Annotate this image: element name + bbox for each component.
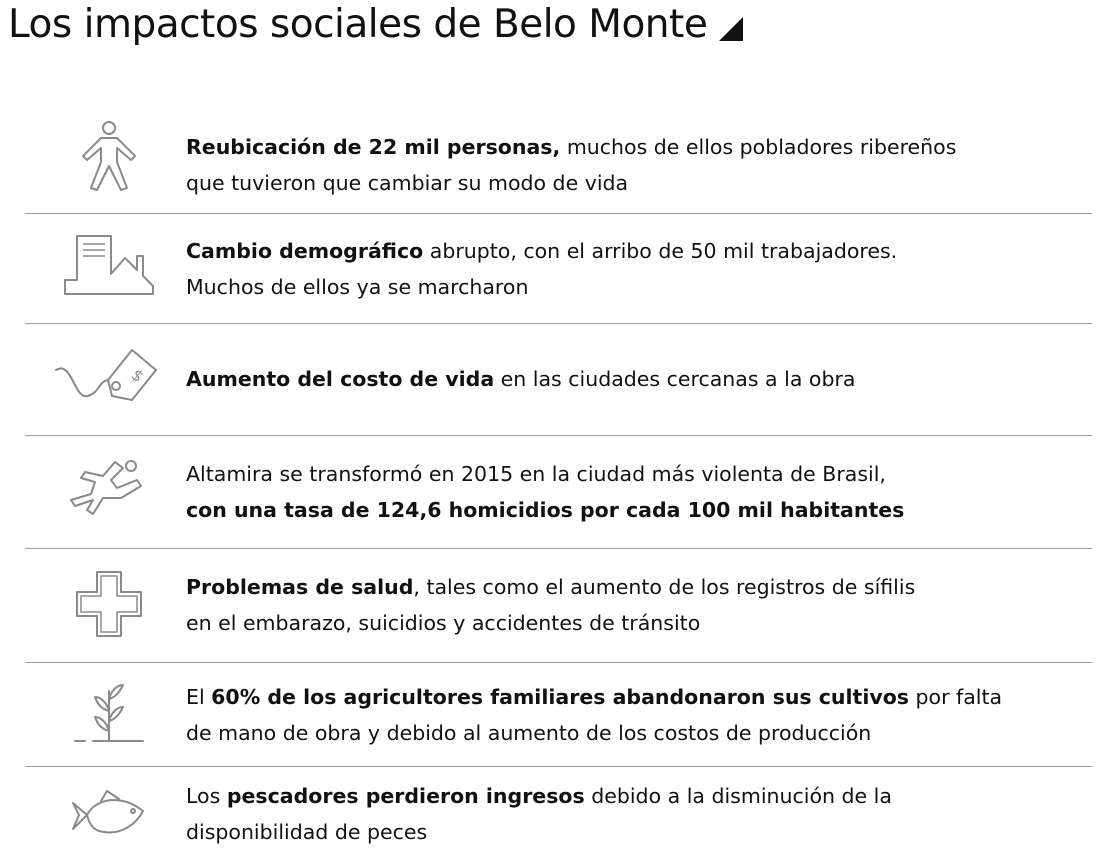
impact-text-7 [186, 778, 1032, 850]
buildings-icon [49, 232, 169, 298]
impact-text-line [186, 361, 1032, 397]
impact-text-line [186, 456, 1032, 492]
impact-row [25, 102, 1092, 214]
person-walking-icon [49, 120, 169, 192]
text-segment: abrupto, con el arribo de 50 mil trabajadores. [423, 239, 898, 263]
page-title-text: Los impactos sociales de Belo Monte [8, 1, 708, 47]
text-segment: Muchos de ellos ya se marcharon [186, 275, 529, 299]
impact-text-line [186, 165, 1032, 201]
text-segment: en las ciudades cercanas a la obra [494, 367, 856, 391]
impact-row [25, 214, 1092, 324]
text-segment: debido a la disminución de la [584, 784, 892, 808]
text-segment: de mano de obra y debido al aumento de los costos de producción [186, 721, 872, 745]
impact-row [25, 324, 1092, 436]
page-title [8, 0, 743, 48]
text-segment: en el embarazo, suicidios y accidentes de tránsito [186, 611, 701, 635]
impact-text-line [186, 778, 1032, 814]
text-segment: disponibilidad de peces [186, 820, 428, 844]
impact-text-6 [186, 679, 1032, 751]
fish-icon [49, 785, 169, 845]
impact-row [25, 436, 1092, 549]
impact-text-5 [186, 569, 1032, 641]
impact-text-line [186, 269, 1032, 305]
health-cross-icon [49, 568, 169, 640]
text-segment: El [186, 685, 212, 709]
impact-text-line [186, 679, 1032, 715]
plant-icon [49, 681, 169, 747]
impact-text-line [186, 492, 1032, 528]
impact-row [25, 767, 1092, 865]
triangle-marker-icon [719, 17, 743, 41]
bold-text-segment: Cambio demográfico [186, 239, 424, 263]
body-outline-icon [49, 458, 169, 524]
impact-text-line [186, 233, 1032, 269]
impact-text-3 [186, 361, 1032, 397]
bold-text-segment: Reubicación de 22 mil personas, [186, 135, 561, 159]
impact-text-line [186, 605, 1032, 641]
bold-text-segment: pescadores perdieron ingresos [226, 784, 585, 808]
impact-row [25, 549, 1092, 663]
bold-text-segment: Problemas de salud [186, 575, 414, 599]
text-segment: que tuvieron que cambiar su modo de vida [186, 171, 629, 195]
price-tag-icon [49, 342, 169, 414]
impact-text-line [186, 814, 1032, 850]
impacts-list [25, 102, 1092, 865]
impact-text-line [186, 715, 1032, 751]
text-segment: , tales como el aumento de los registros de sífilis [413, 575, 916, 599]
impact-text-2 [186, 233, 1032, 305]
text-segment: Altamira se transformó en 2015 en la ciudad más violenta de Brasil, [186, 462, 886, 486]
impact-text-line [186, 129, 1032, 165]
impact-text-1 [186, 129, 1032, 201]
impact-text-4 [186, 456, 1032, 528]
bold-text-segment: Aumento del costo de vida [186, 367, 495, 391]
impact-row [25, 663, 1092, 767]
impact-text-line [186, 569, 1032, 605]
text-segment: Los [186, 784, 227, 808]
bold-text-segment: con una tasa de 124,6 homicidios por cada 100 mil habitantes [186, 498, 905, 522]
svg-text:$: $ [127, 365, 148, 387]
text-segment: muchos de ellos pobladores ribereños [560, 135, 957, 159]
bold-text-segment: 60% de los agricultores familiares abandonaron sus cultivos [211, 685, 910, 709]
text-segment: por falta [909, 685, 1003, 709]
